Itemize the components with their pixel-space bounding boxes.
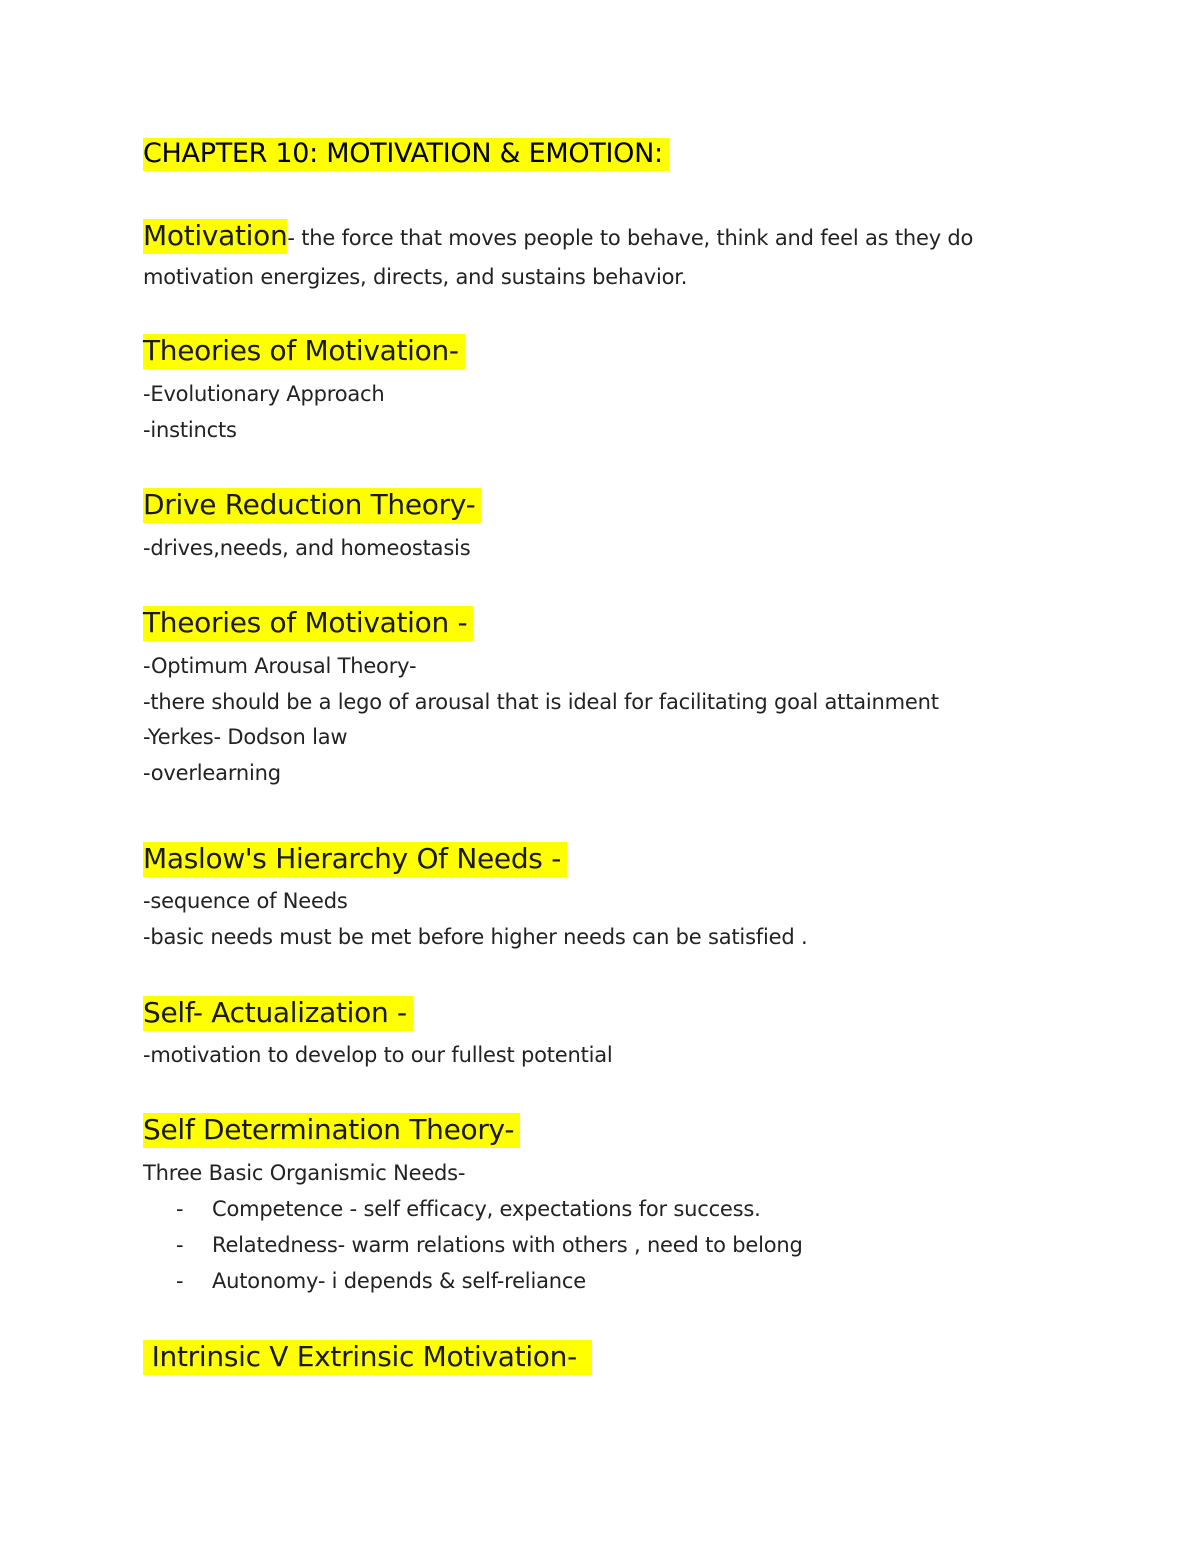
section-item: -Yerkes- Dodson law xyxy=(143,725,348,749)
section-item: -Evolutionary Approach xyxy=(143,382,385,406)
section-item: -there should be a lego of arousal that is ideal for facilitating goal attainment xyxy=(143,690,939,714)
section-heading: Theories of Motivation- xyxy=(143,334,465,367)
section-item: -instincts xyxy=(143,418,237,442)
list-bullet: - xyxy=(176,1197,184,1221)
motivation-definition-text: - the force that moves people to behave, think and feel as they do xyxy=(287,226,974,250)
section-heading: Intrinsic V Extrinsic Motivation- xyxy=(143,1340,592,1373)
section-heading: Maslow's Hierarchy Of Needs - xyxy=(143,842,567,875)
motivation-line-2: motivation energizes, directs, and sustains behavior. xyxy=(143,265,688,289)
section-heading: Self- Actualization - xyxy=(143,996,413,1029)
list-item: Autonomy- i depends & self-reliance xyxy=(212,1269,586,1293)
chapter-title: CHAPTER 10: MOTIVATION & EMOTION: xyxy=(143,138,669,169)
section-item: -basic needs must be met before higher needs can be satisfied . xyxy=(143,925,808,949)
list-bullet: - xyxy=(176,1269,184,1293)
section-heading: Theories of Motivation - xyxy=(143,606,473,639)
section-item: Three Basic Organismic Needs- xyxy=(143,1161,466,1185)
section-heading: Drive Reduction Theory- xyxy=(143,488,481,521)
section-item: -motivation to develop to our fullest potential xyxy=(143,1043,613,1067)
list-bullet: - xyxy=(176,1233,184,1257)
list-item: Relatedness- warm relations with others , need to belong xyxy=(212,1233,803,1257)
section-heading: Self Determination Theory- xyxy=(143,1113,520,1146)
section-item: -sequence of Needs xyxy=(143,889,348,913)
section-item: -overlearning xyxy=(143,761,281,785)
list-item: Competence - self efficacy, expectations for success. xyxy=(212,1197,761,1221)
motivation-term: Motivation xyxy=(143,219,288,252)
section-item: -Optimum Arousal Theory- xyxy=(143,654,417,678)
motivation-definition xyxy=(143,220,973,252)
section-item: -drives,needs, and homeostasis xyxy=(143,536,471,560)
